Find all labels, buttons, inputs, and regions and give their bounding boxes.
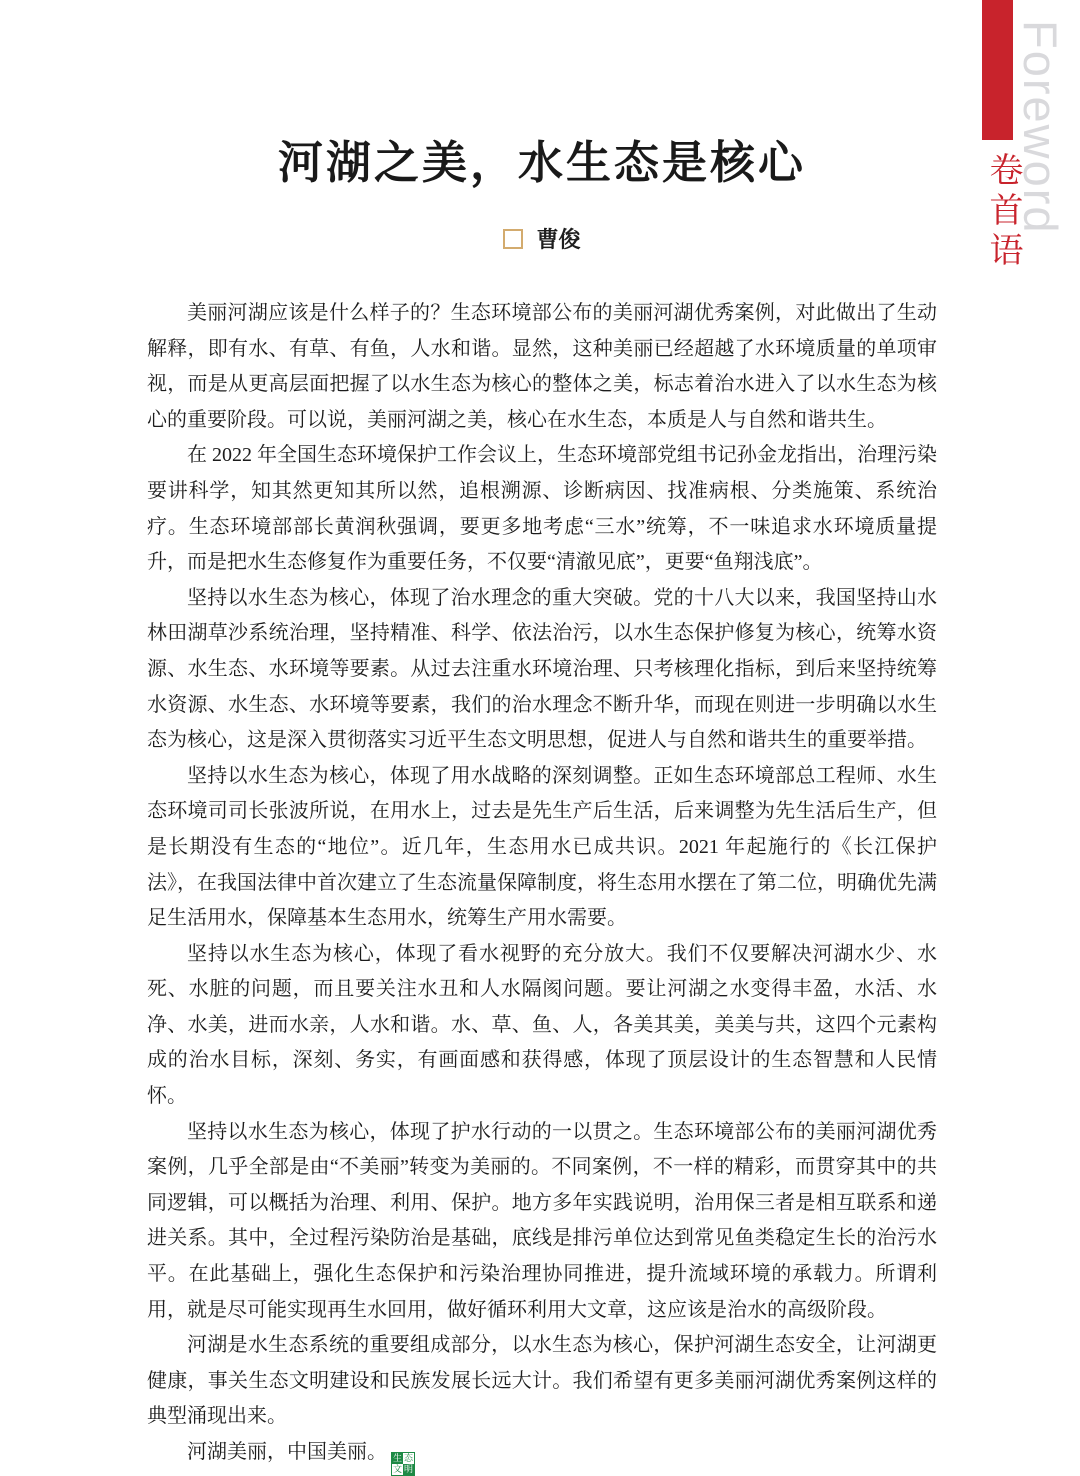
end-mark-char: 态 [403,1453,413,1463]
author-square-icon [503,229,523,249]
end-mark-char: 文 [392,1464,402,1474]
paragraph: 坚持以水生态为核心，体现了看水视野的充分放大。我们不仅要解决河湖水少、水死、水脏的问题，而且要关注水丑和人水隔阂问题。要让河湖之水变得丰盈，水活、水净、水美，进而水亲，人水和谐。水、草、鱼、人，各美其美，美美与共，这四个元素构成的治水目标，深刻、务实，有画面感和获得感，体现了顶层设计的生态智慧和人民情怀。 [147,942,937,1108]
end-mark-char: 明 [403,1464,413,1474]
author-line [147,223,937,254]
end-mark-char: 生 [392,1453,402,1463]
body-paragraphs [147,296,937,1435]
paragraph: 美丽河湖应该是什么样子的？生态环境部公布的美丽河湖优秀案例，对此做出了生动解释，即有水、有草、有鱼，人水和谐。显然，这种美丽已经超越了水环境质量的单项审视，而是从更高层面把握了以水生态为核心的整体之美，标志着治水进入了以水生态为核心的重要阶段。可以说，美丽河湖之美，核心在水生态，本质是人与自然和谐共生。 [147,302,937,431]
closing-text: 河湖美丽，中国美丽。 [187,1441,387,1463]
end-mark-icon [391,1452,415,1476]
article-column [147,0,937,1476]
page-title: 河湖之美，水生态是核心 [277,138,806,188]
paragraph: 坚持以水生态为核心，体现了用水战略的深刻调整。正如生态环境部总工程师、水生态环境司司长张波所说，在用水上，过去是先生产后生活，后来调整为先生活后生产，但是长期没有生态的“地位”。近几年，生态用水已成共识。2021 年起施行的《长江保护法》，在我国法律中首次建立了生态流量保障制度，将生态用水摆在了第二位，明确优先满足生活用水，保障基本生态用水，统筹生产用水需要。 [147,764,937,930]
author-name: 曹俊 [536,227,581,252]
paragraph: 河湖是水生态系统的重要组成部分，以水生态为核心，保护河湖生态安全，让河湖更健康，事关生态文明建设和民族发展长远大计。我们希望有更多美丽河湖优秀案例这样的典型涌现出来。 [147,1334,937,1428]
paragraph: 坚持以水生态为核心，体现了治水理念的重大突破。党的十八大以来，我国坚持山水林田湖草沙系统治理，坚持精准、科学、依法治污，以水生态保护修复为核心，统筹水资源、水生态、水环境等要素。从过去注重水环境治理、只考核理化指标，到后来坚持统筹水资源、水生态、水环境等要素，我们的治水理念不断升华，而现在则进一步明确以水生态为核心，这是深入贯彻落实习近平生态文明思想，促进人与自然和谐共生的重要举措。 [147,586,937,752]
sidebar-foreword-chinese: 卷首语 [984,152,1021,272]
closing-line [147,1435,937,1476]
paragraph: 坚持以水生态为核心，体现了护水行动的一以贯之。生态环境部公布的美丽河湖优秀案例，几乎全部是由“不美丽”转变为美丽的。不同案例，不一样的精彩，而贯穿其中的共同逻辑，可以概括为治理、利用、保护。地方多年实践说明，治用保三者是相互联系和递进关系。其中，全过程污染防治是基础，底线是排污单位达到常见鱼类稳定生长的治污水平。在此基础上，强化生态保护和污染治理协同推进，提升流域环境的承载力。所谓利用，就是尽可能实现再生水回用，做好循环利用大文章，这应该是治水的高级阶段。 [147,1120,937,1321]
sidebar-red-bar [982,0,1013,140]
sidebar-foreword-english: Foreword [1014,20,1067,235]
article-body [147,296,937,1476]
paragraph: 在 2022 年全国生态环境保护工作会议上，生态环境部党组书记孙金龙指出，治理污染要讲科学，知其然更知其所以然，追根溯源、诊断病因、找准病根、分类施策、系统治疗。生态环境部部长黄润秋强调，要更多地考虑“三水”统筹，不一味追求水环境质量提升，而是把水生态修复作为重要任务，不仅要“清澈见底”，更要“鱼翔浅底”。 [147,444,937,574]
